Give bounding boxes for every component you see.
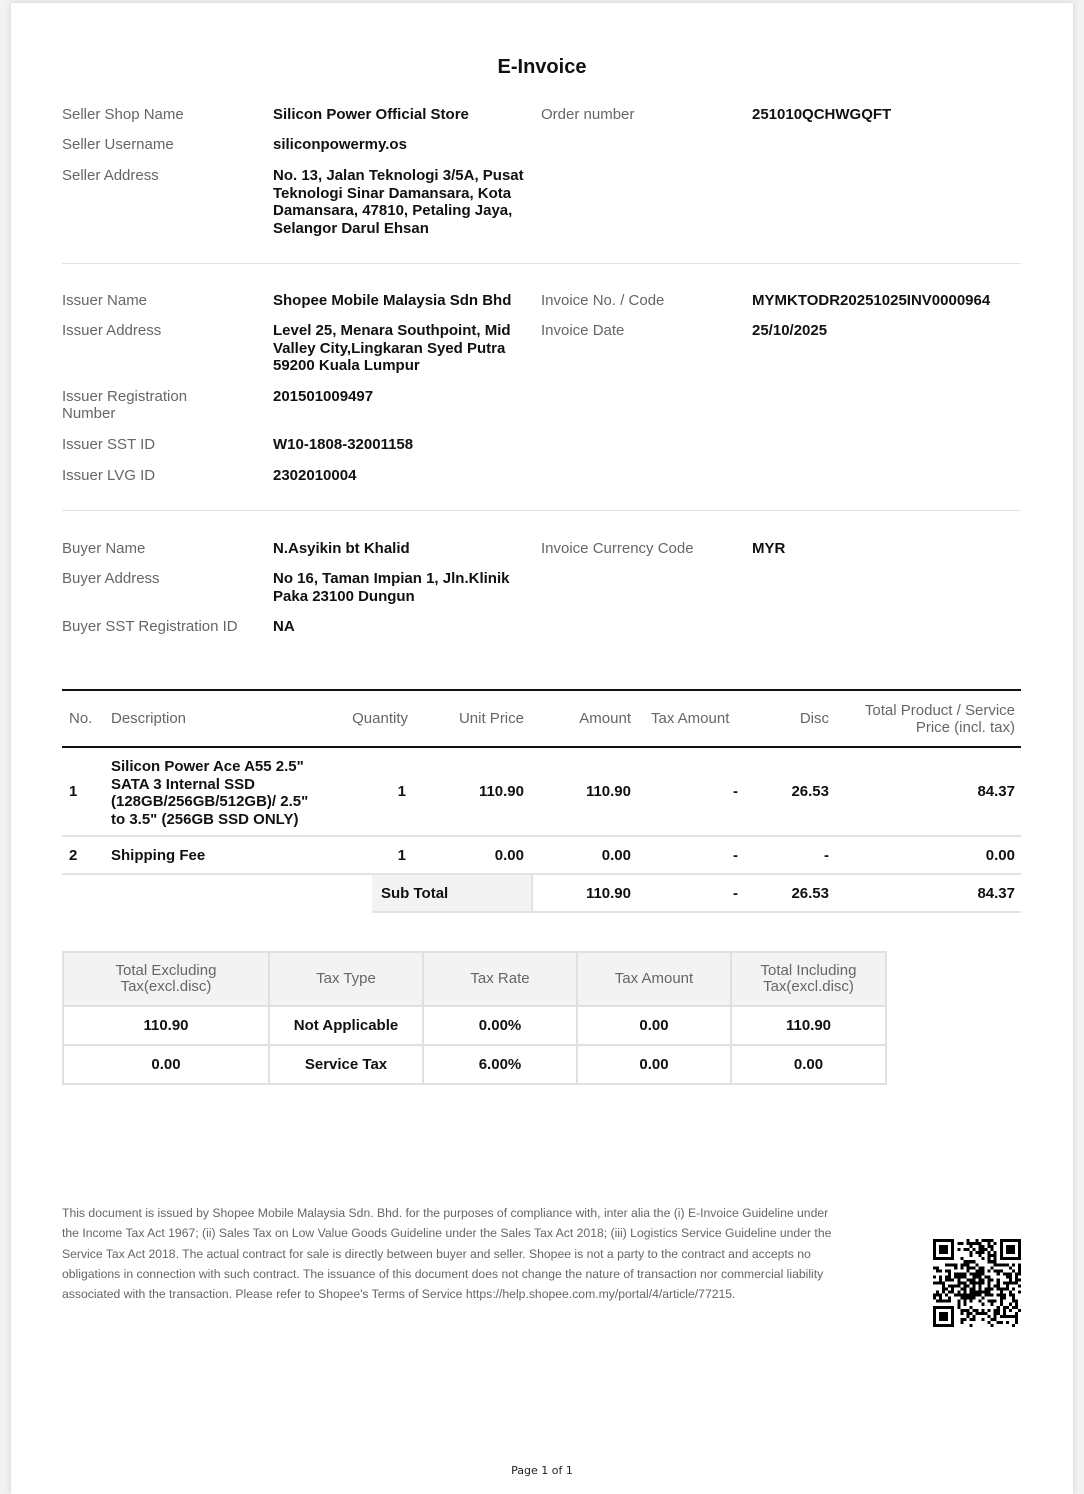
tax-header-tax-amount: Tax Amount <box>577 952 731 1006</box>
issuer-address-line: 59200 Kuala Lumpur <box>273 357 420 374</box>
col-header-total <box>832 702 1015 736</box>
label-line: Number <box>62 405 116 422</box>
invoice-date-label: Invoice Date <box>541 322 625 339</box>
tax-cell: 0.00% <box>423 1006 577 1045</box>
row-no: 2 <box>69 847 78 864</box>
subtotal-disc: 26.53 <box>791 885 829 902</box>
row-tax-amount: - <box>733 847 738 864</box>
row-total: 0.00 <box>985 847 1015 864</box>
currency-code: MYR <box>752 540 786 557</box>
tax-header-tax-type: Tax Type <box>269 952 423 1006</box>
seller-address-line: No. 13, Jalan Teknologi 3/5A, Pusat <box>273 167 524 184</box>
row-divider <box>62 835 1021 837</box>
subtotal-label: Sub Total <box>381 885 449 902</box>
buyer-sst-label: Buyer SST Registration ID <box>62 618 238 635</box>
invoice-page <box>11 3 1073 1494</box>
section-divider <box>62 510 1021 511</box>
tax-table-row <box>63 1006 886 1045</box>
header-line: Total Including <box>760 962 857 979</box>
currency-label: Invoice Currency Code <box>541 540 694 557</box>
seller-shop-name-label: Seller Shop Name <box>62 106 184 123</box>
description-line: Silicon Power Ace A55 2.5" <box>111 758 304 775</box>
col-header-tax-amount: Tax Amount <box>651 710 730 727</box>
col-header-disc: Disc <box>799 710 829 727</box>
tax-cell: 6.00% <box>423 1045 577 1084</box>
tax-table-header-row <box>63 952 886 1006</box>
page-title: E-Invoice <box>497 56 587 78</box>
page-number: Page 1 of 1 <box>511 1464 573 1477</box>
tax-cell: 110.90 <box>731 1006 886 1045</box>
issuer-name-label: Issuer Name <box>62 292 148 309</box>
tax-table-row <box>63 1045 886 1084</box>
header-line: Tax(excl.disc) <box>763 978 854 995</box>
row-disc: 26.53 <box>791 783 829 800</box>
row-total: 84.37 <box>977 783 1015 800</box>
description-line: (128GB/256GB/512GB)/ 2.5" <box>111 793 309 810</box>
section-divider <box>62 263 1021 264</box>
row-disc: - <box>824 847 829 864</box>
buyer-sst-id: NA <box>273 618 295 635</box>
invoice-date: 25/10/2025 <box>752 322 828 339</box>
order-number: 251010QCHWGQFT <box>752 106 892 123</box>
buyer-name-label: Buyer Name <box>62 540 146 557</box>
tax-summary-table <box>62 951 887 1085</box>
col-header-amount: Amount <box>579 710 631 727</box>
tax-cell: 0.00 <box>63 1045 269 1084</box>
subtotal-divider <box>372 911 1021 913</box>
order-number-label: Order number <box>541 106 635 123</box>
col-header-description: Description <box>111 710 187 727</box>
row-quantity <box>312 783 408 801</box>
buyer-address-label: Buyer Address <box>62 570 160 587</box>
invoice-number-label: Invoice No. / Code <box>541 292 665 309</box>
row-no: 1 <box>69 783 78 800</box>
seller-shop-name: Silicon Power Official Store <box>273 106 469 123</box>
tax-header-total-excl <box>63 952 269 1006</box>
qr-code-icon <box>933 1239 1021 1327</box>
header-line: Total Product / Service <box>864 702 1015 719</box>
row-description <box>111 758 308 828</box>
row-amount: 0.00 <box>601 847 631 864</box>
row-amount: 110.90 <box>585 783 631 800</box>
buyer-address-line: Paka 23100 Dungun <box>273 587 415 605</box>
subtotal-amount: 110.90 <box>585 885 631 902</box>
note-line: associated with the transaction. Please refer to Shopee's Terms of Service https://help.shopee.com.my/portal/4/article/77215. <box>62 1287 736 1302</box>
row-divider <box>62 873 1021 875</box>
quantity-value: 1 <box>397 783 406 800</box>
row-tax-amount: - <box>733 783 738 800</box>
row-description: Shipping Fee <box>111 847 206 864</box>
tax-cell: 0.00 <box>731 1045 886 1084</box>
table-top-rule <box>62 689 1021 691</box>
invoice-number: MYMKTODR20251025INV0000964 <box>752 292 991 309</box>
note-line: the Income Tax Act 1967; (ii) Sales Tax on Low Value Goods Guideline under the Sales Tax Act 2018; (iii) Logistics Service Guideline under the <box>62 1226 832 1241</box>
issuer-address-line: Valley City,Lingkaran Syed Putra <box>273 339 506 357</box>
issuer-lvg-label: Issuer LVG ID <box>62 467 156 484</box>
issuer-sst-id: W10-1808-32001158 <box>273 436 414 453</box>
description-line: to 3.5" (256GB SSD ONLY) <box>111 810 299 828</box>
header-line: Tax(excl.disc) <box>120 978 212 995</box>
issuer-lvg-id: 2302010004 <box>273 467 357 484</box>
note-line: This document is issued by Shopee Mobile Malaysia Sdn. Bhd. for the purposes of compliance with, inter alia the (i) E-Invoice Guideline under <box>62 1206 829 1220</box>
tax-header-total-incl <box>731 952 886 1006</box>
col-header-no: No. <box>69 710 93 727</box>
note-line: Service Tax Act 2018. The actual contract for sale is directly between buyer and seller. Shopee is not a party to the contract and accepts no <box>62 1246 811 1261</box>
tax-cell: 0.00 <box>577 1045 731 1084</box>
label-line: Issuer Registration <box>62 388 188 405</box>
buyer-name: N.Asyikin bt Khalid <box>273 540 410 557</box>
tax-cell: Not Applicable <box>269 1006 423 1045</box>
col-header-quantity: Quantity <box>352 710 408 727</box>
issuer-sst-label: Issuer SST ID <box>62 436 156 453</box>
seller-username: siliconpowermy.os <box>273 136 407 153</box>
row-quantity <box>312 847 408 865</box>
table-header-rule <box>62 746 1021 748</box>
tax-cell: 0.00 <box>577 1006 731 1045</box>
issuer-registration-number: 201501009497 <box>273 388 374 405</box>
buyer-address-line: No 16, Taman Impian 1, Jln.Klinik <box>273 570 510 587</box>
row-unit-price: 0.00 <box>494 847 524 864</box>
seller-username-label: Seller Username <box>62 136 174 153</box>
seller-address-line: Teknologi Sinar Damansara, Kota <box>273 184 512 202</box>
row-unit-price: 110.90 <box>478 783 524 800</box>
tax-cell: Service Tax <box>269 1045 423 1084</box>
tax-cell: 110.90 <box>63 1006 269 1045</box>
seller-address-line: Damansara, 47810, Petaling Jaya, <box>273 202 513 219</box>
buyer-address <box>273 570 509 605</box>
header-line: Total Excluding <box>115 962 217 979</box>
quantity-value: 1 <box>397 847 406 864</box>
subtotal-tax-amount: - <box>733 885 738 902</box>
issuer-registration-label <box>62 388 187 422</box>
subtotal-total: 84.37 <box>977 885 1015 902</box>
col-header-unit-price: Unit Price <box>458 710 524 727</box>
seller-address <box>273 167 524 237</box>
tax-header-tax-rate: Tax Rate <box>423 952 577 1006</box>
seller-address-label: Seller Address <box>62 167 159 184</box>
issuer-address-line: Level 25, Menara Southpoint, Mid <box>273 322 511 339</box>
note-line: obligations in connection with such contract. The issuance of this document does not change the nature of transaction nor commercial liability <box>62 1266 824 1281</box>
seller-address-line: Selangor Darul Ehsan <box>273 219 429 237</box>
issuer-address <box>273 322 511 375</box>
issuer-name: Shopee Mobile Malaysia Sdn Bhd <box>273 292 512 309</box>
issuer-address-label: Issuer Address <box>62 322 162 339</box>
header-line: Price (incl. tax) <box>915 719 1015 736</box>
disclaimer-note <box>62 1203 922 1304</box>
description-line: SATA 3 Internal SSD <box>111 775 255 793</box>
